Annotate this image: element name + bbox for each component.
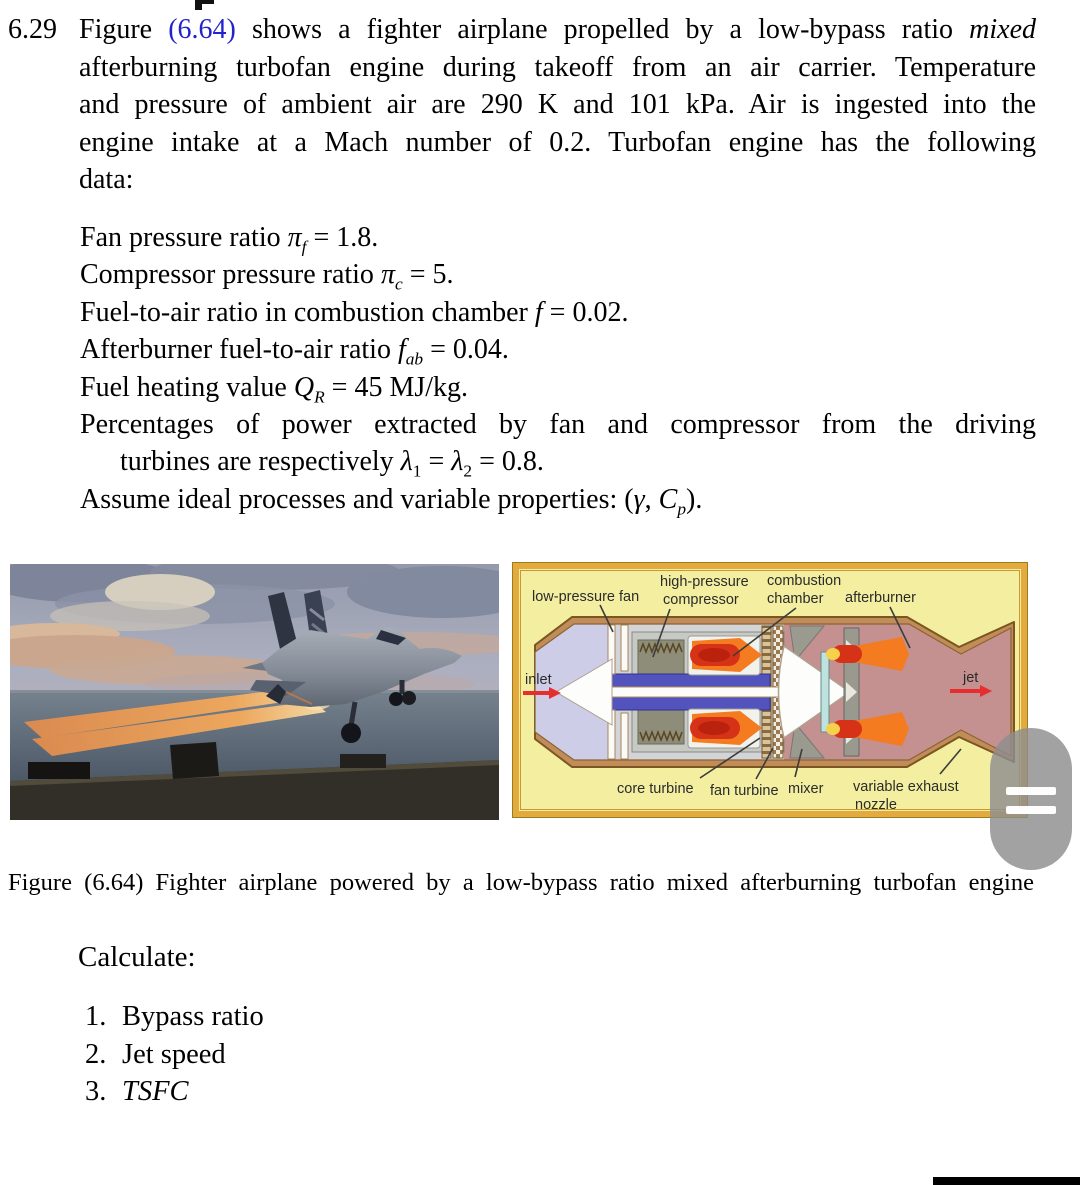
handle-lines-icon bbox=[1006, 787, 1056, 795]
given-power-percentages-line2 bbox=[80, 443, 1036, 480]
flame-holder-bar bbox=[821, 652, 829, 732]
fan-blade bbox=[621, 625, 628, 671]
lambda-symbol: λ bbox=[400, 446, 413, 478]
given-value: = 45 MJ/kg. bbox=[324, 371, 469, 403]
given-fuel-air-ratio bbox=[80, 294, 1036, 331]
problem-line-5: data: bbox=[79, 164, 134, 195]
problem-line-4: engine intake at a Mach number of 0.2. Turbofan engine has the following bbox=[79, 126, 1036, 158]
given-value: = 0.04. bbox=[423, 334, 509, 366]
given-value: ). bbox=[686, 483, 703, 515]
floating-scroll-handle[interactable] bbox=[990, 728, 1072, 870]
fighter-photo-svg bbox=[10, 564, 499, 820]
flame-inner bbox=[698, 721, 730, 735]
item-label: Bypass ratio bbox=[122, 1001, 264, 1032]
given-label: turbines are respectively bbox=[120, 446, 401, 478]
problem-number: 6.29 bbox=[8, 14, 57, 45]
problem-line-3: and pressure of ambient air are 290 K and 101 kPa. Air is ingested into the bbox=[79, 89, 1036, 120]
subscript: ab bbox=[405, 349, 424, 369]
label-nozzle: nozzle bbox=[855, 797, 897, 813]
turbofan-engine-diagram bbox=[512, 562, 1028, 818]
given-value: = 1.8. bbox=[306, 222, 379, 253]
nose-wheel bbox=[402, 691, 416, 705]
given-fan-pressure-ratio bbox=[80, 219, 1036, 256]
item-number: 2. bbox=[85, 1038, 107, 1070]
comma: , bbox=[644, 483, 659, 515]
fan-blade bbox=[621, 713, 628, 759]
problem-line-2: afterburning turbofan engine during takeoff from an air carrier. Temperature bbox=[79, 51, 1036, 83]
given-value: = 0.8. bbox=[472, 446, 544, 478]
given-assumptions bbox=[80, 481, 1036, 518]
given-label: Fan pressure ratio bbox=[80, 222, 288, 253]
item-number: 1. bbox=[85, 1001, 107, 1032]
text-segment: shows a fighter airplane propelled by a low-bypass ratio bbox=[235, 14, 970, 45]
shaft-upper bbox=[612, 674, 770, 687]
given-value: = 5. bbox=[402, 259, 454, 291]
handle-lines-icon bbox=[1006, 806, 1056, 814]
equals: = bbox=[421, 446, 452, 478]
calc-item-tsfc bbox=[85, 1073, 264, 1111]
subscript: f bbox=[301, 237, 307, 257]
flame-inner bbox=[698, 648, 730, 662]
item-number: 3. bbox=[85, 1076, 107, 1108]
subscript: p bbox=[677, 499, 687, 519]
figure-caption: Figure (6.64) Fighter airplane powered by a low-bypass ratio mixed afterburning turbofan engine bbox=[8, 869, 1034, 896]
gamma-symbol: γ bbox=[633, 483, 645, 515]
given-label: Fuel heating value bbox=[80, 371, 294, 403]
figure-reference-link[interactable]: (6.64) bbox=[168, 14, 236, 45]
q-symbol: Q bbox=[293, 371, 315, 403]
label-compressor: compressor bbox=[663, 592, 739, 608]
label-inlet: inlet bbox=[525, 672, 552, 688]
pi-symbol: π bbox=[380, 259, 395, 291]
calculate-heading: Calculate: bbox=[78, 941, 196, 973]
label-core-turbine: core turbine bbox=[617, 781, 694, 797]
calc-item-jet-speed bbox=[85, 1036, 264, 1074]
given-value: = 0.02. bbox=[542, 296, 629, 328]
calculate-list bbox=[85, 998, 264, 1111]
emphasized-word: mixed bbox=[969, 14, 1037, 45]
calc-item-bypass-ratio bbox=[85, 998, 264, 1036]
core-components bbox=[608, 626, 784, 758]
item-label: TSFC bbox=[122, 1076, 189, 1108]
given-data-list bbox=[80, 219, 1036, 518]
label-high-pressure: high-pressure bbox=[660, 574, 749, 590]
label-fan-turbine: fan turbine bbox=[710, 783, 779, 799]
subscript: c bbox=[394, 275, 403, 294]
given-afterburner-fuel-air-ratio bbox=[80, 331, 1036, 368]
given-compressor-pressure-ratio bbox=[80, 256, 1036, 293]
given-power-percentages-line1: Percentages of power extracted by fan and compressor from the driving bbox=[80, 409, 1036, 441]
nose-wheel bbox=[389, 692, 403, 706]
label-variable-exhaust: variable exhaust bbox=[853, 779, 959, 795]
glyph-bar bbox=[195, 0, 214, 4]
given-label: Compressor pressure ratio bbox=[80, 259, 381, 291]
ab-flame-flash bbox=[826, 648, 840, 660]
f-symbol: f bbox=[534, 296, 543, 328]
given-label: Fuel-to-air ratio in combustion chamber bbox=[80, 296, 535, 328]
cp-symbol: C bbox=[658, 483, 678, 515]
subscript: R bbox=[314, 387, 325, 407]
fighter-photo bbox=[10, 564, 499, 820]
bottom-right-black-bar bbox=[933, 1177, 1080, 1185]
engine-diagram-svg bbox=[512, 562, 1028, 818]
ab-flame-flash bbox=[826, 723, 840, 735]
text-segment: Figure bbox=[79, 14, 169, 45]
f-symbol: f bbox=[397, 334, 406, 366]
main-wheel bbox=[341, 723, 361, 743]
jet-blast-deflector bbox=[170, 742, 219, 779]
label-jet: jet bbox=[963, 670, 979, 686]
inner-shaft bbox=[608, 687, 784, 697]
given-label: Assume ideal processes and variable properties: ( bbox=[80, 483, 634, 515]
deck-equipment-box bbox=[28, 762, 90, 779]
item-label: Jet speed bbox=[122, 1038, 226, 1070]
subscript: 1 bbox=[412, 462, 422, 482]
pi-symbol: π bbox=[287, 222, 302, 253]
problem-statement bbox=[8, 11, 1036, 199]
problem-line-1 bbox=[79, 11, 1036, 49]
given-label: Afterburner fuel-to-air ratio bbox=[80, 334, 398, 366]
given-fuel-heating-value bbox=[80, 369, 1036, 406]
label-low-pressure-fan: low-pressure fan bbox=[532, 589, 640, 605]
lambda-symbol: λ bbox=[451, 446, 464, 478]
subscript: 2 bbox=[463, 462, 473, 482]
deck-equipment bbox=[340, 754, 386, 768]
label-chamber: chamber bbox=[767, 591, 824, 607]
label-mixer: mixer bbox=[788, 781, 824, 797]
shaft-lower bbox=[612, 697, 770, 710]
label-combustion: combustion bbox=[767, 573, 842, 589]
label-afterburner: afterburner bbox=[845, 590, 916, 606]
